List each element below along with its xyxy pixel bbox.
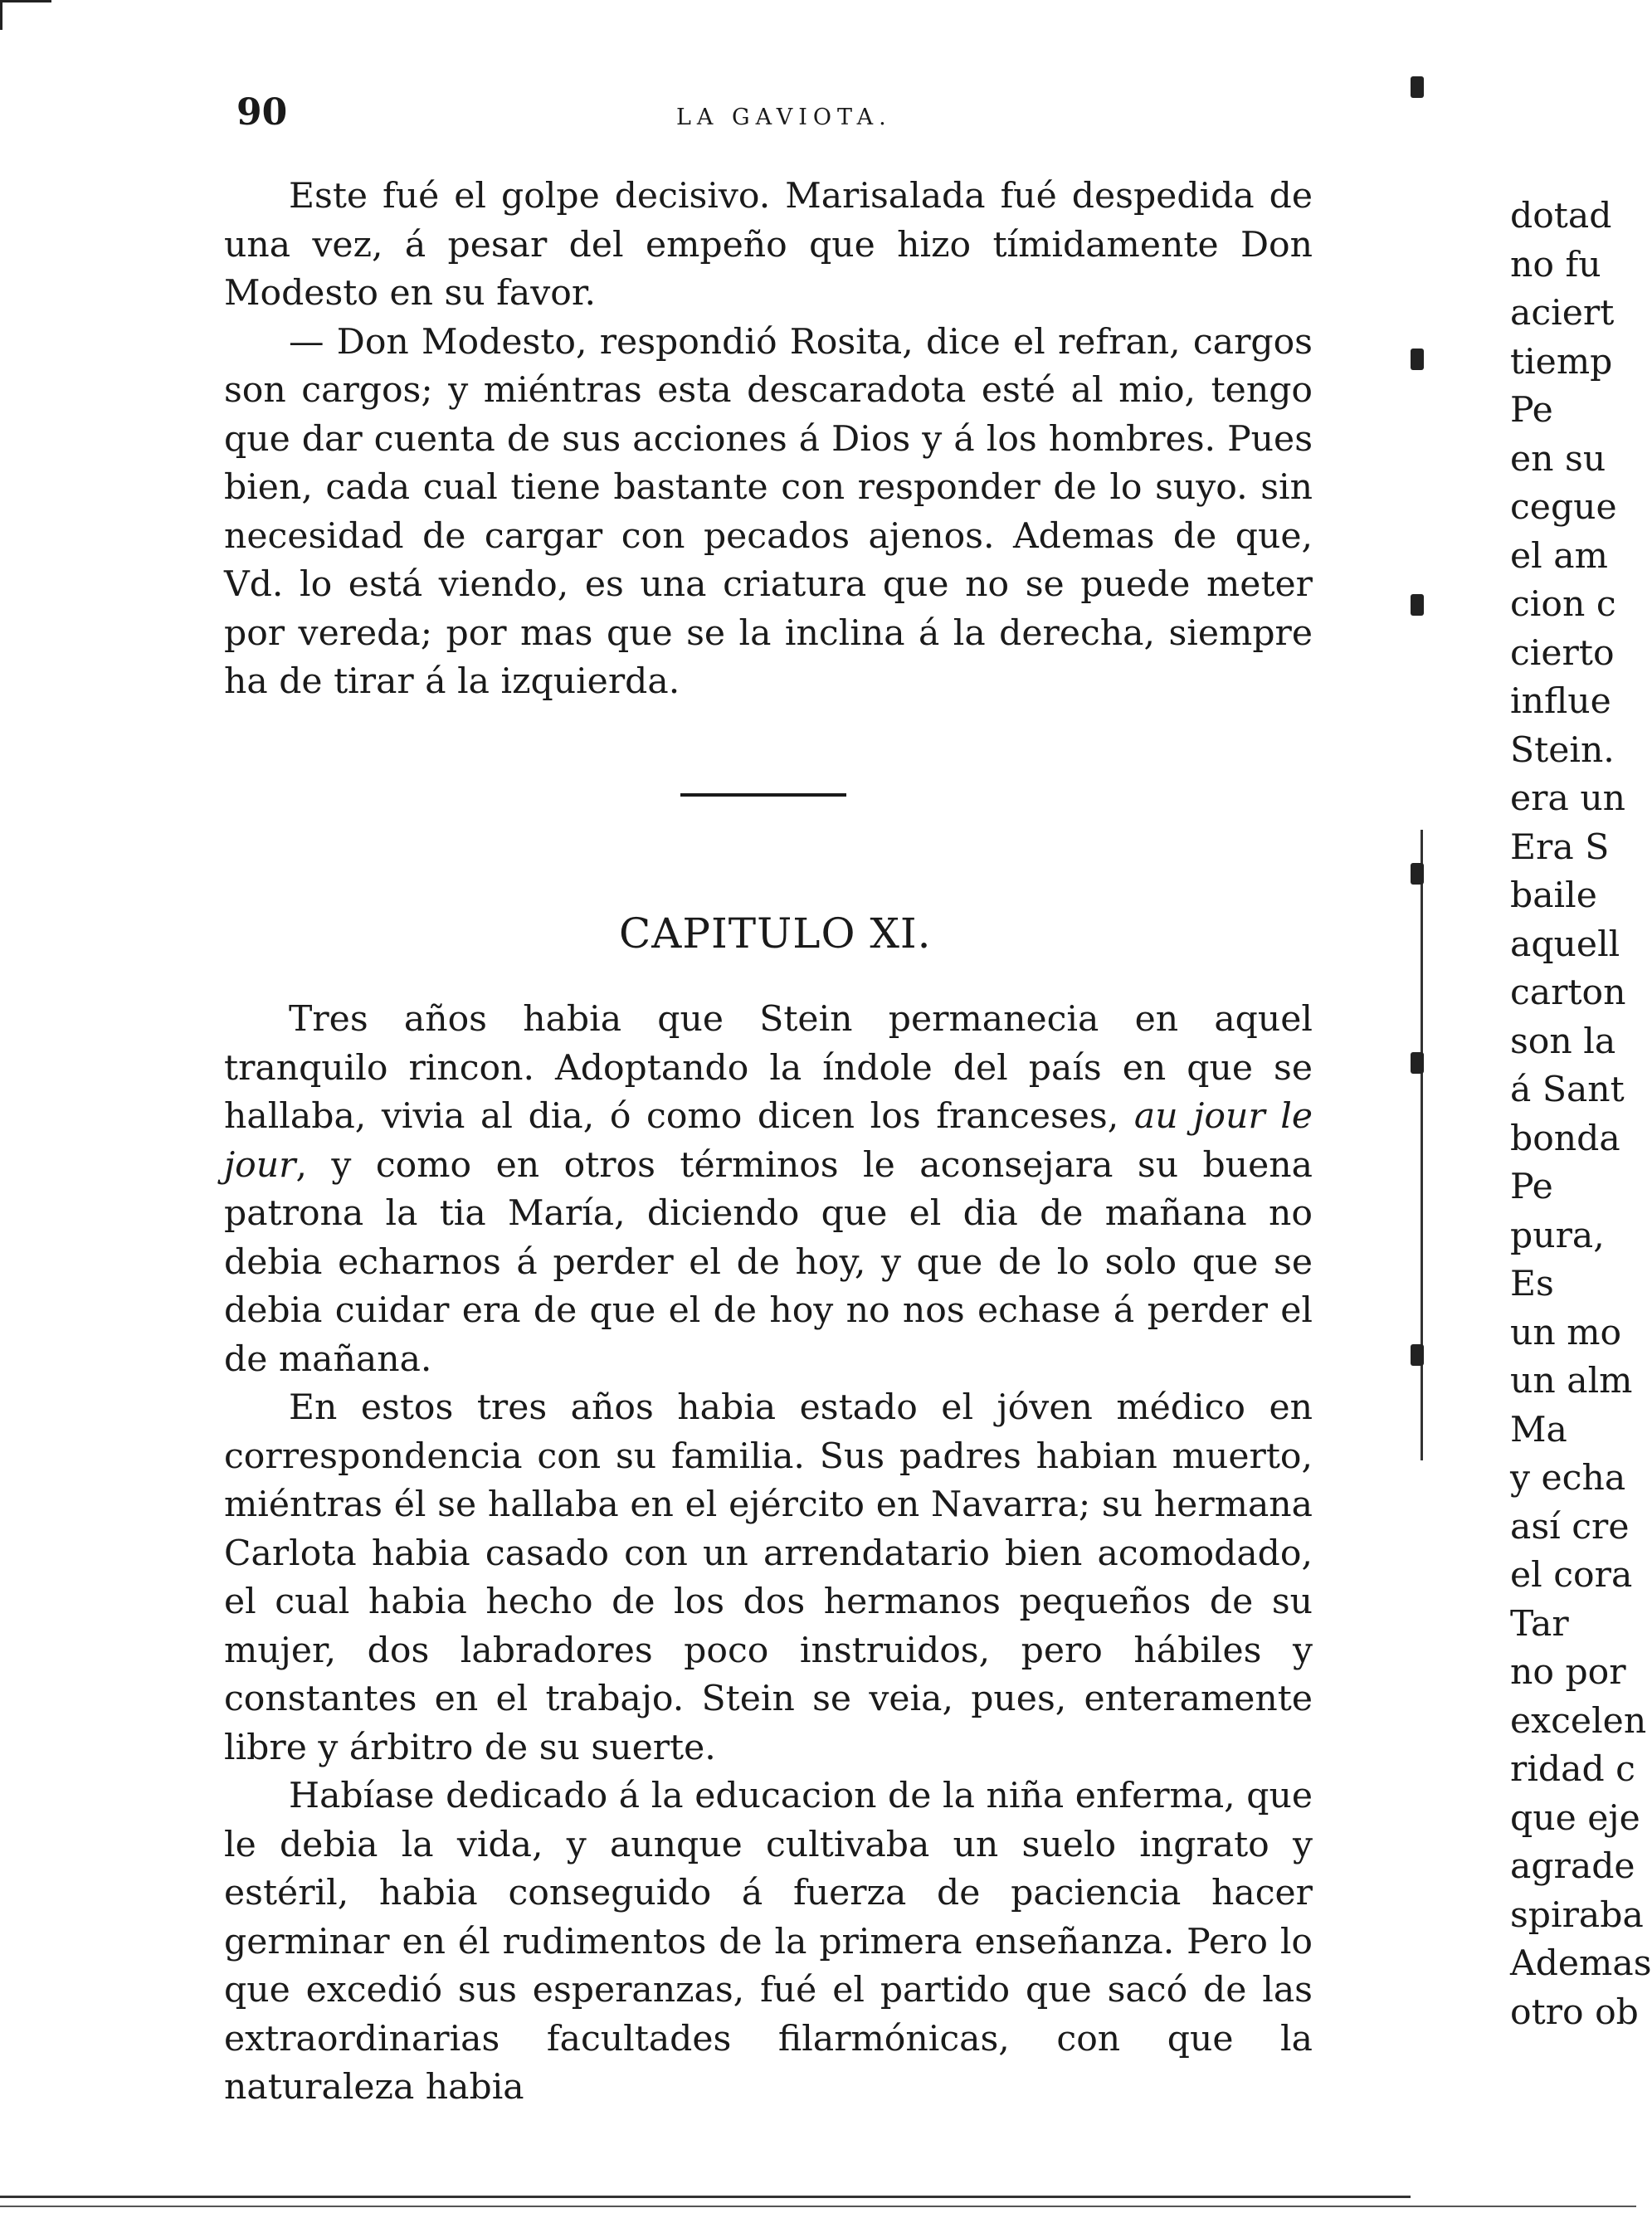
- scan-edge-bottom-2: [0, 2206, 1636, 2207]
- gutter-mark: [1411, 1052, 1424, 1074]
- paragraph: [224, 996, 1313, 1384]
- paragraph-text: Tres años habia que Stein permanecia en aquel tranquilo rincon. Adoptando la índole del país en que se hallaba, vivia al dia, ó como dicen los franceses,: [224, 999, 1313, 1137]
- opening-section: [224, 173, 1313, 707]
- facing-page-fragment: [1510, 193, 1652, 2037]
- facing-line: era un: [1510, 778, 1626, 819]
- facing-line: Ademas: [1510, 1943, 1652, 1984]
- facing-line: así cre: [1510, 1506, 1630, 1548]
- facing-line: á Sant: [1510, 1070, 1625, 1110]
- facing-line: aquell: [1510, 924, 1620, 965]
- facing-line: baile: [1510, 875, 1597, 916]
- facing-line: que eje: [1510, 1797, 1640, 1839]
- scan-edge-bottom: [0, 2196, 1411, 2198]
- facing-line: el cora: [1510, 1555, 1633, 1596]
- facing-line: influe: [1510, 681, 1611, 722]
- facing-line: aciert: [1510, 293, 1615, 334]
- paragraph: Este fué el golpe decisivo. Marisalada fué despedida de una vez, á pesar del empeño que hizo tímidamente Don Modesto en su favor.: [224, 176, 1313, 314]
- paragraph: En estos tres años habia estado el jóven médico en correspondencia con su familia. Sus padres habian muerto, miéntras él se hallaba en el ejército en Navarra; su hermana Carlota habia casado con un arrendatario bien acomodado, el cual habia hecho de los dos hermanos pequeños de su mujer, dos labradores poco instruidos, pero hábiles y constantes en el trabajo. Stein se veia, pues, enteramente libre y árbitro de su suerte.: [224, 1387, 1313, 1768]
- facing-line: Pe: [1510, 1167, 1553, 1207]
- facing-line: no por: [1510, 1652, 1626, 1693]
- facing-line: bonda: [1510, 1118, 1620, 1159]
- page-number: 90: [236, 91, 288, 134]
- facing-line: Pe: [1510, 390, 1553, 431]
- gutter-mark: [1411, 349, 1424, 370]
- facing-line: Ma: [1510, 1409, 1567, 1450]
- gutter-mark: [1411, 1344, 1424, 1366]
- paragraph: Habíase dedicado á la educacion de la niña enferma, que le debia la vida, y aunque cultivaba un suelo ingrato y estéril, habia conseguido á fuerza de paciencia hacer germinar en él rudimentos de la primera enseñanza. Pero lo que excedió sus esperanzas, fué el partido que sacó de las extraordinarias facultades filarmónicas, con que la naturaleza habia: [224, 1776, 1313, 2108]
- facing-line: y echa: [1510, 1458, 1626, 1499]
- gutter-mark: [1411, 76, 1424, 98]
- facing-line: no fu: [1510, 244, 1601, 285]
- facing-line: excelen: [1510, 1700, 1647, 1742]
- facing-line: cegue: [1510, 487, 1617, 528]
- page-header: [236, 83, 1307, 133]
- facing-line: cion c: [1510, 584, 1616, 625]
- facing-line: pura,: [1510, 1215, 1605, 1256]
- gutter-mark: [1411, 594, 1424, 616]
- scan-edge-left: [0, 0, 2, 30]
- paragraph-text: , y como en otros términos le aconsejara su buena patrona la tia María, diciendo que el dia de mañana no debia echarnos á perder el de hoy, y que de lo solo que se debia cuidar era de que el de hoy no nos echase á perder el de mañana.: [224, 1144, 1313, 1380]
- facing-line: Es: [1510, 1264, 1554, 1304]
- facing-line: el am: [1510, 535, 1608, 577]
- facing-line: spiraba: [1510, 1894, 1644, 1936]
- facing-line: un mo: [1510, 1312, 1622, 1353]
- facing-line: carton: [1510, 972, 1626, 1013]
- paragraph: — Don Modesto, respondió Rosita, dice el refran, cargos son cargos; y miéntras esta descaradota esté al mio, tengo que dar cuenta de sus acciones á Dios y á los hombres. Pues bien, cada cual tiene bastante con responder de lo suyo. sin necesidad de cargar con pecados ajenos. Ademas de que, Vd. lo está viendo, es una criatura que no se puede meter por vereda; por mas que se la inclina á la derecha, siempre ha de tirar á la izquierda.: [224, 321, 1313, 702]
- facing-line: Tar: [1510, 1603, 1569, 1645]
- facing-line: Era S: [1510, 826, 1610, 868]
- facing-line: dotad: [1510, 196, 1612, 236]
- facing-line: tiemp: [1510, 341, 1613, 383]
- facing-line: agrade: [1510, 1846, 1635, 1887]
- italic-phrase: au jour le jour: [224, 1096, 1313, 1186]
- facing-line: cierto: [1510, 632, 1615, 674]
- facing-line: un alm: [1510, 1361, 1633, 1401]
- scan-edge-top: [0, 0, 51, 2]
- running-title: LA GAVIOTA.: [676, 105, 892, 130]
- facing-line: ridad c: [1510, 1749, 1635, 1790]
- facing-line: en su: [1510, 438, 1606, 480]
- binding-gutter-line: [1421, 830, 1423, 1460]
- facing-line: Stein.: [1510, 729, 1615, 771]
- facing-line: otro ob: [1510, 1991, 1639, 2033]
- chapter-body: [224, 996, 1313, 2113]
- section-divider: [680, 793, 846, 797]
- facing-line: son la: [1510, 1021, 1616, 1062]
- gutter-mark: [1411, 863, 1424, 885]
- chapter-title: CAPITULO XI.: [619, 909, 932, 958]
